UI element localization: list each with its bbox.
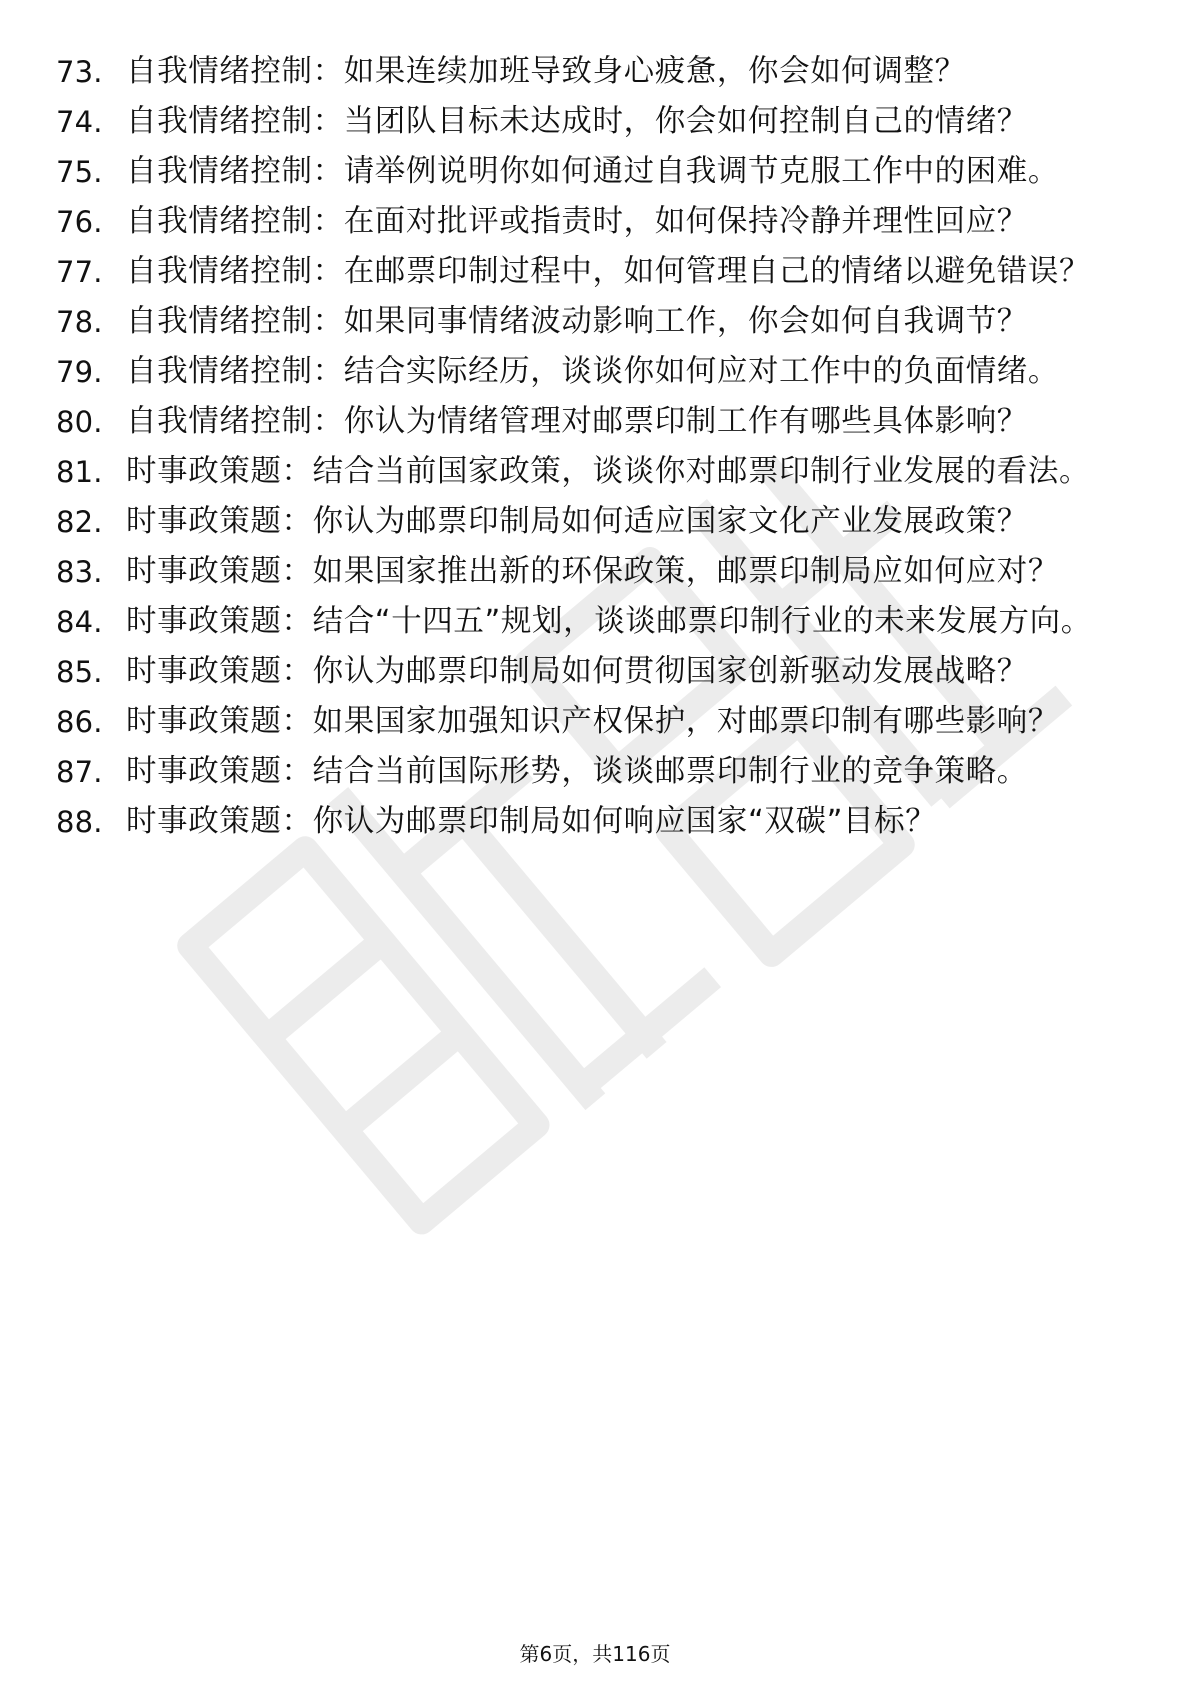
item-number: 84. (56, 605, 103, 639)
list-item (56, 502, 1106, 542)
item-number: 88. (56, 805, 103, 839)
list-item (56, 202, 1106, 242)
item-number: 78. (56, 305, 103, 339)
item-text: 自我情绪控制：你认为情绪管理对邮票印制工作有哪些具体影响？ (126, 404, 1028, 439)
list-item (56, 352, 1106, 392)
list-item (56, 652, 1106, 692)
item-number: 87. (56, 755, 103, 789)
item-text: 自我情绪控制：如果同事情绪波动影响工作，你会如何自我调节？ (126, 304, 1028, 339)
item-text: 时事政策题：你认为邮票印制局如何贯彻国家创新驱动发展战略？ (126, 654, 1028, 689)
list-item (56, 302, 1106, 342)
item-text: 时事政策题：如果国家加强知识产权保护，对邮票印制有哪些影响？ (126, 704, 1059, 739)
item-number: 81. (56, 455, 103, 489)
item-number: 82. (56, 505, 103, 539)
item-text: 自我情绪控制：结合实际经历，谈谈你如何应对工作中的负面情绪。 (126, 354, 1059, 389)
list-item (56, 52, 1106, 92)
item-text: 时事政策题：结合“十四五”规划，谈谈邮票印制行业的未来发展方向。 (126, 604, 1092, 639)
item-text: 自我情绪控制：请举例说明你如何通过自我调节克服工作中的困难。 (126, 154, 1059, 189)
list-item (56, 252, 1106, 292)
item-text: 自我情绪控制：在面对批评或指责时，如何保持冷静并理性回应？ (126, 204, 1028, 239)
item-number: 80. (56, 405, 103, 439)
item-text: 时事政策题：你认为邮票印制局如何响应国家“双碳”目标？ (126, 804, 937, 839)
list-item (56, 702, 1106, 742)
list-item (56, 102, 1106, 142)
list-item (56, 602, 1106, 642)
list-item (56, 752, 1106, 792)
item-text: 自我情绪控制：当团队目标未达成时，你会如何控制自己的情绪？ (126, 104, 1028, 139)
item-text: 自我情绪控制：在邮票印制过程中，如何管理自己的情绪以避免错误？ (126, 254, 1091, 289)
page-footer: 第6页，共116页 (519, 1642, 671, 1666)
list-item (56, 552, 1106, 592)
item-text: 时事政策题：你认为邮票印制局如何适应国家文化产业发展政策？ (126, 504, 1028, 539)
item-number: 83. (56, 555, 103, 589)
item-text: 时事政策题：如果国家推出新的环保政策，邮票印制局应如何应对？ (126, 554, 1059, 589)
item-number: 77. (56, 255, 103, 289)
item-number: 74. (56, 105, 103, 139)
list-item (56, 402, 1106, 442)
item-number: 75. (56, 155, 103, 189)
item-number: 79. (56, 355, 103, 389)
list-item (56, 152, 1106, 192)
list-item (56, 452, 1106, 492)
item-text: 自我情绪控制：如果连续加班导致身心疲惫，你会如何调整？ (126, 54, 966, 89)
list-item (56, 802, 1106, 842)
item-text: 时事政策题：结合当前国家政策，谈谈你对邮票印制行业发展的看法。 (126, 454, 1091, 489)
item-number: 76. (56, 205, 103, 239)
item-number: 73. (56, 55, 103, 89)
item-number: 85. (56, 655, 103, 689)
question-list (56, 52, 1106, 852)
item-text: 时事政策题：结合当前国际形势，谈谈邮票印制行业的竞争策略。 (126, 754, 1028, 789)
item-number: 86. (56, 705, 103, 739)
